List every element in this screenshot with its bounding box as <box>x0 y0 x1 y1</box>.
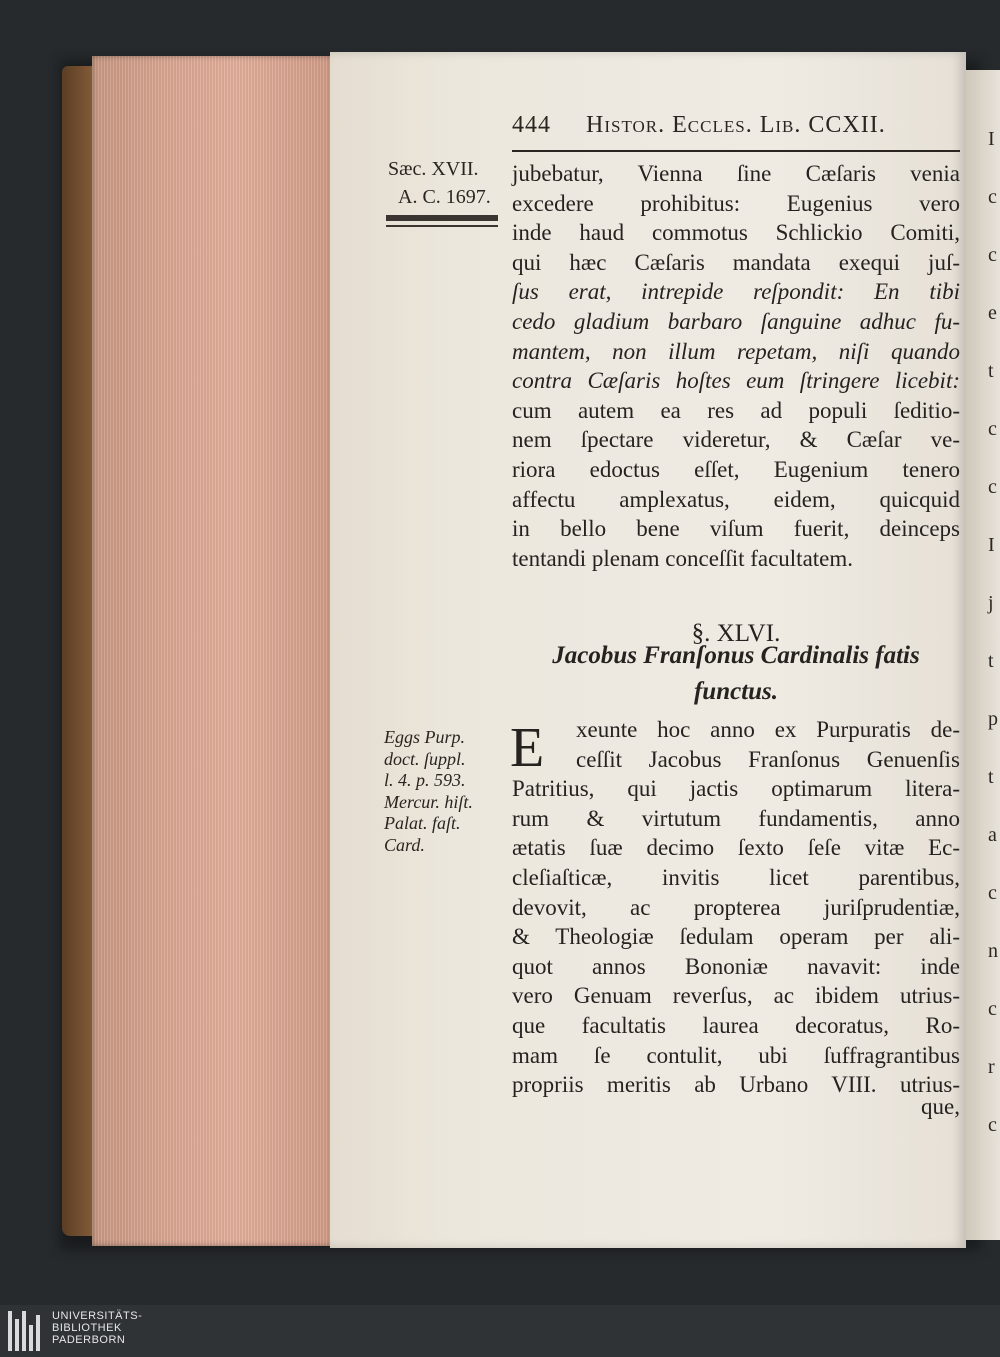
margin-note-line: Card. <box>384 834 425 855</box>
body-line: Patritius, qui jactis optimarum litera- <box>512 776 960 802</box>
body-line: propriis meritis ab Urbano VIII. utrius- <box>512 1072 960 1098</box>
margin-year: A. C. 1697. <box>398 186 491 208</box>
running-header <box>512 112 960 146</box>
library-logo-icon <box>8 1311 42 1351</box>
margin-ornament-rule <box>386 225 498 227</box>
institution-line1: UNIVERSITÄTS- <box>52 1310 143 1322</box>
institution-name <box>52 1310 142 1346</box>
next-page-letter: c <box>988 998 997 1020</box>
body-line: ætatis ſuæ decimo ſexto ſeſe vitæ Ec- <box>512 835 960 861</box>
margin-note-line: Eggs Purp. <box>384 727 465 747</box>
next-page-letter: t <box>988 766 994 788</box>
next-page-letter: n <box>988 940 998 962</box>
body-line: mantem, non illum repetam, niſi quando <box>512 338 960 364</box>
next-page-letter: I <box>988 128 995 150</box>
body-line: contra Cæſaris hoſtes eum ſtringere licebit: <box>512 368 960 394</box>
section-heading-line2: functus. <box>693 678 779 705</box>
next-page-letter: e <box>988 302 997 324</box>
margin-ornament <box>386 215 498 221</box>
next-page-letter: p <box>988 708 998 730</box>
body-line: inde haud commotus Schlickio Comiti, <box>512 220 960 246</box>
catchword: que, <box>921 1094 960 1119</box>
body-line: riora edoctus eſſet, Eugenium tenero <box>512 457 960 482</box>
next-page-letter: a <box>988 824 997 846</box>
next-page-letter: I <box>988 534 995 556</box>
body-line: que facultatis laurea decoratus, Ro- <box>512 1013 960 1038</box>
body-line: qui hæc Cæſaris mandata exequi juſ- <box>512 249 960 275</box>
header-rule <box>512 150 960 152</box>
next-page-letter: c <box>988 476 997 498</box>
next-page-letter: c <box>988 882 997 904</box>
margin-saeculum: Sæc. XVII. <box>388 158 479 180</box>
margin-note-line: Palat. faſt. <box>384 813 461 833</box>
margin-note-line: Mercur. hiſt. <box>384 791 473 812</box>
next-page-letter: j <box>988 592 994 614</box>
body-line: in bello bene viſum fuerit, deinceps <box>512 516 960 542</box>
footer-bar <box>0 1305 1000 1357</box>
next-page-letter: c <box>988 418 997 440</box>
body-line: ſus erat, intrepide reſpondit: En tibi <box>512 279 960 305</box>
page-number: 444 <box>512 112 551 138</box>
drop-capital: E <box>510 717 545 779</box>
body-line: nem ſpectare videretur, & Cæſar ve- <box>512 427 960 453</box>
body-line: jubebatur, Vienna ſine Cæſaris venia <box>512 161 960 186</box>
body-line: xeunte hoc anno ex Purpuratis de- <box>576 717 960 742</box>
body-line: & Theologiæ ſedulam operam per ali- <box>512 924 960 950</box>
next-page-letter: c <box>988 186 997 208</box>
body-line: cum autem ea res ad populi ſeditio- <box>512 397 960 423</box>
next-page-letter: c <box>988 1114 997 1136</box>
body-line: mam ſe contulit, ubi ſuffragrantibus <box>512 1042 960 1068</box>
institution-line2: BIBLIOTHEK <box>52 1322 122 1334</box>
next-page-strip <box>966 70 1000 1240</box>
section-number: §. XLVI. <box>691 620 781 647</box>
body-line: ceſſit Jacobus Franſonus Genuenſis <box>576 746 960 772</box>
running-title: Histor. Eccles. Lib. CCXII. <box>586 112 886 138</box>
body-line: quot annos Bononiæ navavit: inde <box>512 953 960 979</box>
body-line: devovit, ac propterea juriſprudentiæ, <box>512 894 960 920</box>
next-page-letter: t <box>988 650 994 672</box>
page-edges <box>92 56 332 1246</box>
next-page-letter: t <box>988 360 994 382</box>
body-line: cleſiaſticæ, invitis licet parentibus, <box>512 865 960 890</box>
body-line: excedere prohibitus: Eugenius vero <box>512 190 960 216</box>
body-line: cedo gladium barbaro ſanguine adhuc fu- <box>512 309 960 334</box>
margin-note-line: l. 4. p. 593. <box>384 770 466 790</box>
margin-note-line: doct. ſuppl. <box>384 748 466 769</box>
section-heading-line1: Jacobus Franſonus Cardinalis fatis <box>552 642 920 669</box>
body-line: vero Genuam reverſus, ac ibidem utrius- <box>512 983 960 1009</box>
next-page-letter: r <box>988 1056 995 1078</box>
institution-line3: PADERBORN <box>52 1334 126 1346</box>
next-page-letter: c <box>988 244 997 266</box>
body-line: rum & virtutum fundamentis, anno <box>512 805 960 831</box>
body-line: tentandi plenam conceſſit facultatem. <box>512 545 854 571</box>
body-line: affectu amplexatus, eidem, quicquid <box>512 486 960 512</box>
